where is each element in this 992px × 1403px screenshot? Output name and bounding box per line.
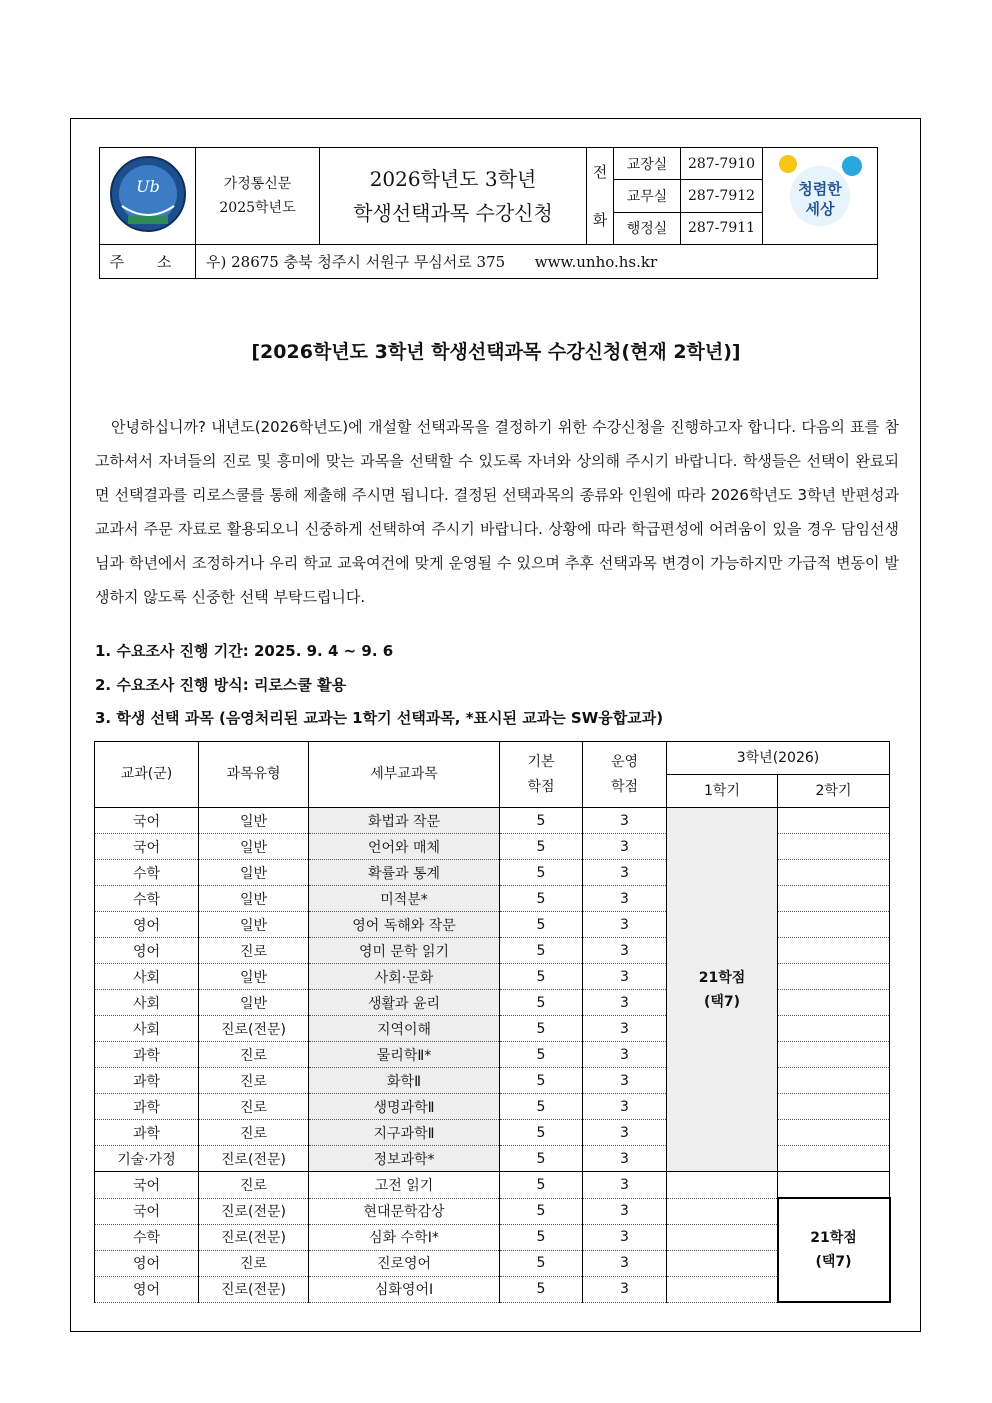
table-row [95,808,890,834]
phone-label-top: 전 [592,163,608,181]
cell-type: 일반 [199,990,309,1016]
cell-subject: 영미 문학 읽기 [309,938,500,964]
cell-group: 영어 [95,1250,199,1276]
sem1-empty-cell [667,1276,778,1302]
sem1-empty-cell [667,1250,778,1276]
cell-group: 영어 [95,938,199,964]
cell-op-credit: 3 [583,1016,667,1042]
title-line-2: 학생선택과목 수강신청 [353,201,553,225]
office-name: 행정실 [614,212,681,244]
cell-group: 국어 [95,1198,199,1224]
cell-subject: 심화영어Ⅰ [309,1276,500,1302]
cell-op-credit: 3 [583,1094,667,1120]
sem1-credit: 21학점 [698,969,746,986]
header-type: 과목유형 [199,742,309,808]
sem2-empty-cell [778,1016,890,1042]
cell-group: 과학 [95,1068,199,1094]
address-cell [196,245,878,279]
sem1-selection-rule [667,808,778,1172]
cell-group: 수학 [95,860,199,886]
sem2-empty-cell [778,1172,890,1199]
header-group: 교과(군) [95,742,199,808]
cell-group: 과학 [95,1094,199,1120]
cell-type: 일반 [199,808,309,834]
cell-subject: 영어 독해와 작문 [309,912,500,938]
cell-type: 진로 [199,1094,309,1120]
intro-text: 안녕하십니까? 내년도(2026학년도)에 개설할 선택과목을 결정하기 위한 수강신청을 진행하고자 합니다. 다음의 표를 참고하셔서 자녀들의 진로 및 흥미에 맞는 과목을 선택할 수 있도록 자녀와 상의해 주시기 바랍니다. 학생들은 선택이 완료되면 선택결과를 리로스쿨를 통해 제출해 주시면 됩니다. 결정된 선택과목의 종류와 인원에 따라 2026학년도 3학년 반편성과 교과서 주문 자료로 활용되오니 신중하게 선택하여 주시기 바랍니다. 상황에 따라 학급편성에 어려움이 있을 경우 담임선생님과 학년에서 조정하거나 우리 학교 교육여건에 맞게 운영될 수 있으며 추후 선택과목 변경이 가능하지만 가급적 변동이 발생하지 않도록 신중한 선택 부탁드립니다. [95,418,899,606]
cell-base-credit: 5 [500,912,583,938]
cell-group: 국어 [95,834,199,860]
cell-base-credit: 5 [500,938,583,964]
cell-subject: 진로영어 [309,1250,500,1276]
cell-subject: 생활과 윤리 [309,990,500,1016]
cell-type: 진로(전문) [199,1198,309,1224]
cell-subject: 현대문학감상 [309,1198,500,1224]
cell-base-credit: 5 [500,808,583,834]
cell-subject: 물리학Ⅱ* [309,1042,500,1068]
header-sem1: 1학기 [667,775,778,808]
sem2-empty-cell [778,938,890,964]
cell-op-credit: 3 [583,860,667,886]
title-line-1: 2026학년도 3학년 [369,167,537,191]
table-row [95,1276,890,1302]
cell-group: 수학 [95,886,199,912]
cell-op-credit: 3 [583,1120,667,1146]
sem2-empty-cell [778,990,890,1016]
cell-subject: 확률과 통계 [309,860,500,886]
table-row [95,1250,890,1276]
cell-base-credit: 5 [500,1198,583,1224]
cell-group: 수학 [95,1224,199,1250]
cell-group: 국어 [95,1172,199,1199]
cell-type: 진로(전문) [199,1224,309,1250]
sem2-empty-cell [778,1094,890,1120]
sem2-empty-cell [778,860,890,886]
sem2-empty-cell [778,808,890,834]
cell-subject: 생명과학Ⅱ [309,1094,500,1120]
office-number: 287-7910 [681,148,763,180]
sem2-empty-cell [778,964,890,990]
sem1-empty-cell [667,1172,778,1199]
cell-group: 영어 [95,1276,199,1302]
cell-type: 일반 [199,860,309,886]
cell-op-credit: 3 [583,1172,667,1199]
cell-op-credit: 3 [583,938,667,964]
table-row [95,1224,890,1250]
school-year: 2025학년도 [219,200,296,216]
cell-subject: 화학Ⅱ [309,1068,500,1094]
course-list-heading: 3. 학생 선택 과목 (음영처리된 교과는 1학기 선택과목, *표시된 교과는 SW융합교과) [95,709,664,727]
cell-group: 사회 [95,964,199,990]
cell-type: 일반 [199,912,309,938]
cell-group: 사회 [95,1016,199,1042]
sem2-empty-cell [778,886,890,912]
cell-type: 일반 [199,964,309,990]
cell-op-credit: 3 [583,834,667,860]
phone-label-cell [587,148,614,245]
cell-op-credit: 3 [583,1146,667,1172]
school-emblem-icon [108,154,188,234]
cell-type: 일반 [199,834,309,860]
newsletter-type-cell [196,148,320,245]
cell-subject: 지구과학Ⅱ [309,1120,500,1146]
cell-type: 진로 [199,1120,309,1146]
sem1-choose: (택7) [703,993,741,1010]
cell-group: 과학 [95,1120,199,1146]
sem2-credit: 21학점 [810,1230,857,1246]
sem2-empty-cell [778,1042,890,1068]
cell-subject: 미적분* [309,886,500,912]
cell-subject: 고전 읽기 [309,1172,500,1199]
cell-op-credit: 3 [583,1198,667,1224]
sem2-empty-cell [778,912,890,938]
office-name: 교무실 [614,180,681,212]
cell-group: 영어 [95,912,199,938]
cell-base-credit: 5 [500,964,583,990]
cell-type: 진로 [199,938,309,964]
cell-subject: 화법과 작문 [309,808,500,834]
cell-op-credit: 3 [583,1250,667,1276]
cell-op-credit: 3 [583,1224,667,1250]
cell-base-credit: 5 [500,1120,583,1146]
cell-type: 진로(전문) [199,1016,309,1042]
newsletter-header [99,147,878,279]
sem2-choose: (택7) [815,1254,852,1270]
svg-text:Ub: Ub [135,177,160,196]
cell-subject: 사회·문화 [309,964,500,990]
table-row [95,1172,890,1199]
survey-period: 1. 수요조사 진행 기간: 2025. 9. 4 ~ 9. 6 [95,642,394,660]
sem1-empty-cell [667,1198,778,1224]
cell-type: 진로 [199,1042,309,1068]
sem2-empty-cell [778,1068,890,1094]
cell-type: 진로(전문) [199,1276,309,1302]
document-title-cell [320,148,587,245]
cell-op-credit: 3 [583,1276,667,1302]
cell-type: 진로 [199,1172,309,1199]
cell-group: 과학 [95,1042,199,1068]
website-link[interactable]: www.unho.hs.kr [534,253,658,271]
header-op-credit: 운영 학점 [583,742,667,808]
cell-type: 진로 [199,1250,309,1276]
sem2-selection-rule [778,1198,890,1302]
table-row [95,1198,890,1224]
cell-base-credit: 5 [500,1016,583,1042]
cell-op-credit: 3 [583,1068,667,1094]
address-label: 주 소 [100,245,196,279]
cell-base-credit: 5 [500,990,583,1016]
page-title: [2026학년도 3학년 학생선택과목 수강신청(현재 2학년)] [251,341,741,363]
newsletter-type: 가정통신문 [223,176,292,192]
cell-base-credit: 5 [500,1068,583,1094]
cell-base-credit: 5 [500,886,583,912]
sem1-empty-cell [667,1224,778,1250]
course-table [94,741,891,1303]
integrity-slogan-icon [772,152,868,236]
cell-type: 진로 [199,1068,309,1094]
phone-label-bottom: 화 [592,211,608,229]
cell-base-credit: 5 [500,834,583,860]
school-logo [100,148,196,245]
cell-group: 기술·가정 [95,1146,199,1172]
header-sem2: 2학기 [778,775,890,808]
cell-base-credit: 5 [500,1250,583,1276]
cell-base-credit: 5 [500,1094,583,1120]
cell-type: 일반 [199,886,309,912]
intro-paragraph [95,410,899,614]
cell-op-credit: 3 [583,912,667,938]
course-table-body [95,808,890,1303]
cell-group: 국어 [95,808,199,834]
cell-op-credit: 3 [583,990,667,1016]
cell-subject: 언어와 매체 [309,834,500,860]
cell-subject: 정보과학* [309,1146,500,1172]
cell-group: 사회 [95,990,199,1016]
office-name: 교장실 [614,148,681,180]
sem2-empty-cell [778,1146,890,1172]
sem2-empty-cell [778,1120,890,1146]
cell-op-credit: 3 [583,964,667,990]
office-number: 287-7911 [681,212,763,244]
header-subject: 세부교과목 [309,742,500,808]
office-number: 287-7912 [681,180,763,212]
cell-subject: 지역이해 [309,1016,500,1042]
header-base-credit: 기본 학점 [500,742,583,808]
cell-base-credit: 5 [500,1172,583,1199]
survey-method: 2. 수요조사 진행 방식: 리로스쿨 활용 [95,676,347,694]
cell-base-credit: 5 [500,860,583,886]
slogan-line-1: 청렴한 [798,180,842,198]
cell-base-credit: 5 [500,1146,583,1172]
cell-op-credit: 3 [583,808,667,834]
header-grade: 3학년(2026) [667,742,890,775]
address: 우) 28675 충북 청주시 서원구 무심서로 375 [206,253,506,271]
cell-base-credit: 5 [500,1224,583,1250]
cell-op-credit: 3 [583,886,667,912]
cell-type: 진로(전문) [199,1146,309,1172]
slogan-logo [763,148,878,245]
sem2-empty-cell [778,834,890,860]
cell-base-credit: 5 [500,1042,583,1068]
cell-base-credit: 5 [500,1276,583,1302]
slogan-line-2: 세상 [805,200,835,218]
cell-op-credit: 3 [583,1042,667,1068]
cell-subject: 심화 수학Ⅰ* [309,1224,500,1250]
